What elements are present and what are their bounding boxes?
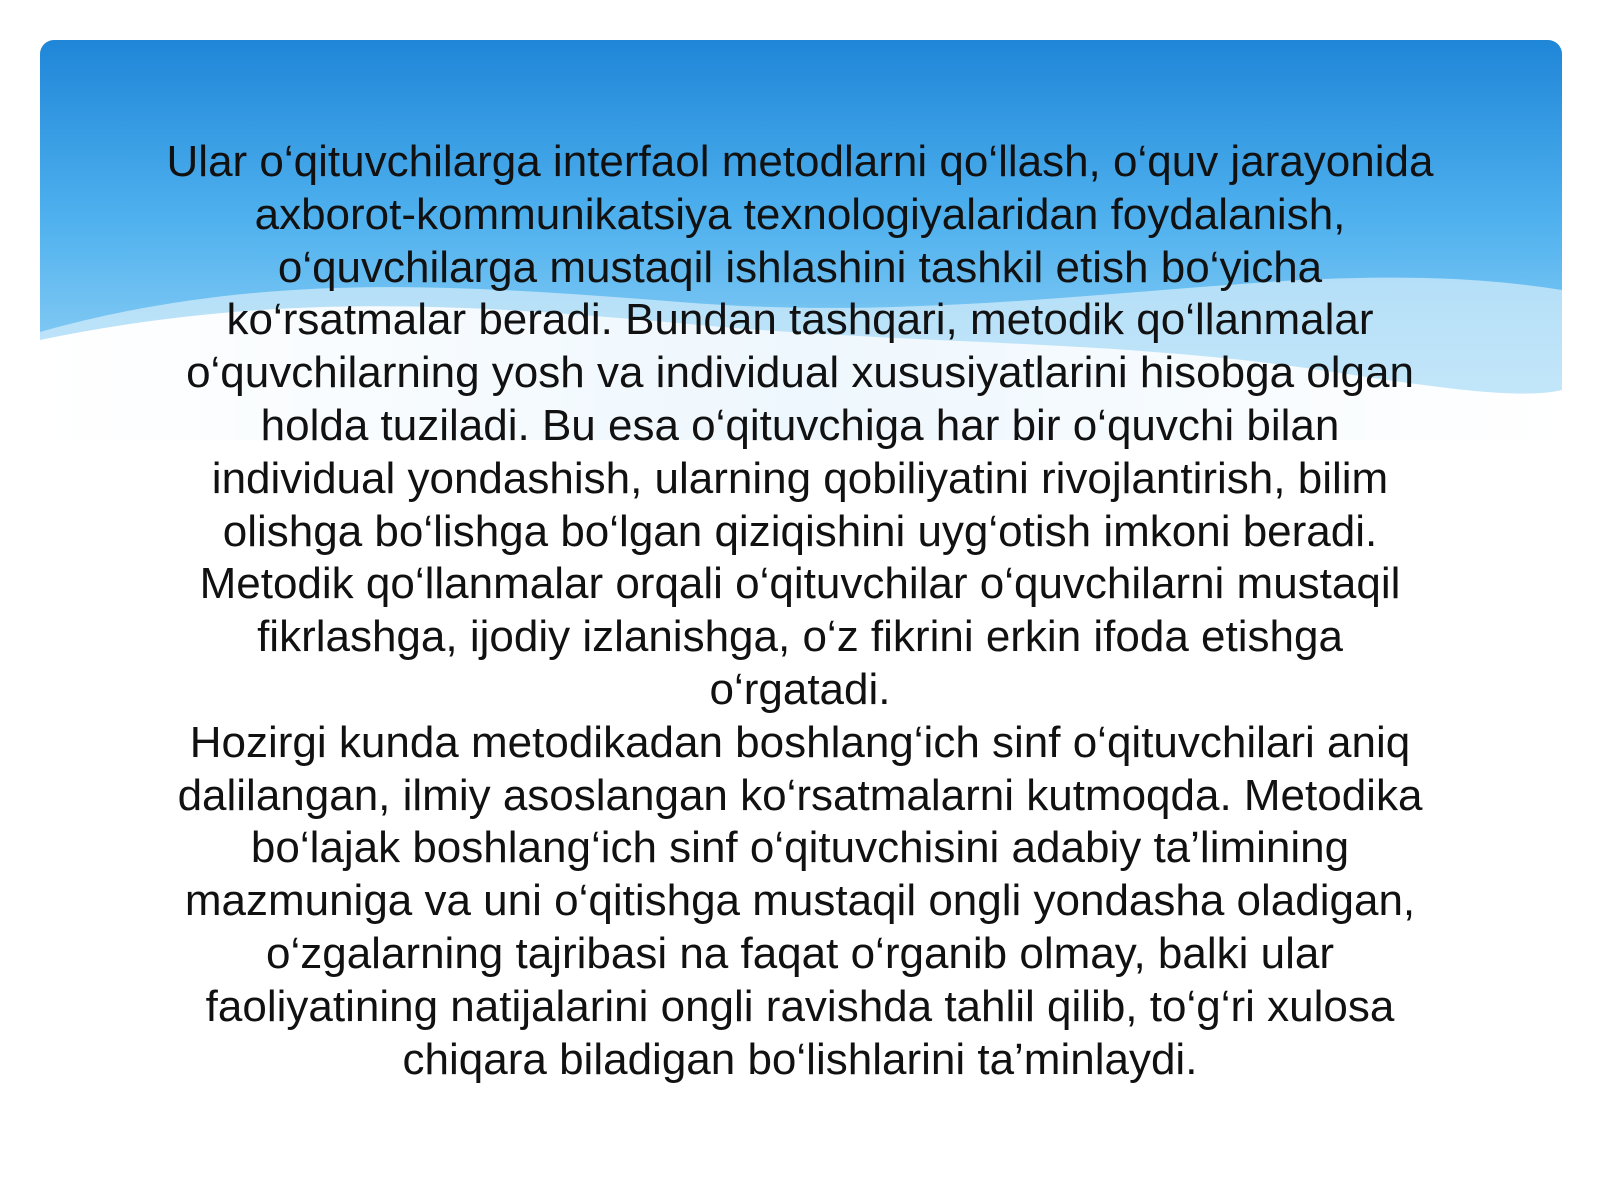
text-line: o‘quvchilarning yosh va individual xususiyatlarini hisobga olgan xyxy=(186,348,1414,398)
text-line: o‘rgatadi. xyxy=(709,664,891,714)
text-line: fikrlashga, ijodiy izlanishga, o‘z fikrini erkin ifoda etishga xyxy=(257,612,1343,662)
text-line: individual yondashish, ularning qobiliyatini rivojlantirish, bilim xyxy=(211,453,1389,503)
text-line: o‘zgalarning tajribasi na faqat o‘rganib olmay, balki ular xyxy=(265,928,1334,978)
text-line: Metodik qo‘llanmalar orqali o‘qituvchilar o‘quvchilarni mustaqil xyxy=(199,559,1401,609)
text-line: Ular o‘qituvchilarga interfaol metodlarni qo‘llash, o‘quv jarayonida xyxy=(166,137,1434,186)
body-text xyxy=(70,136,1530,1086)
text-line: chiqara biladigan bo‘lishlarini ta’minlaydi. xyxy=(402,1034,1198,1084)
text-line: axborot-kommunikatsiya texnologiyalaridan foydalanish, xyxy=(254,189,1346,239)
text-line: holda tuziladi. Bu esa o‘qituvchiga har bir o‘quvchi bilan xyxy=(260,400,1340,450)
text-line: olishga bo‘lishga bo‘lgan qiziqishini uyg‘otish imkoni beradi. xyxy=(222,506,1378,556)
text-line: o‘quvchilarga mustaqil ishlashini tashkil etish bo‘yicha xyxy=(277,242,1323,292)
text-line: dalilangan, ilmiy asoslangan ko‘rsatmalarni kutmoqda. Metodika xyxy=(177,770,1423,820)
text-line: Hozirgi kunda metodikadan boshlang‘ich sinf o‘qituvchilari aniq xyxy=(189,717,1411,767)
text-line: bo‘lajak boshlang‘ich sinf o‘qituvchisini adabiy ta’limining xyxy=(250,823,1350,873)
text-line: faoliyatining natijalarini ongli ravishda tahlil qilib, to‘g‘ri xulosa xyxy=(205,981,1395,1031)
text-line: mazmuniga va uni o‘qitishga mustaqil ongli yondasha oladigan, xyxy=(184,876,1416,926)
text-line: ko‘rsatmalar beradi. Bundan tashqari, metodik qo‘llanmalar xyxy=(226,295,1374,345)
